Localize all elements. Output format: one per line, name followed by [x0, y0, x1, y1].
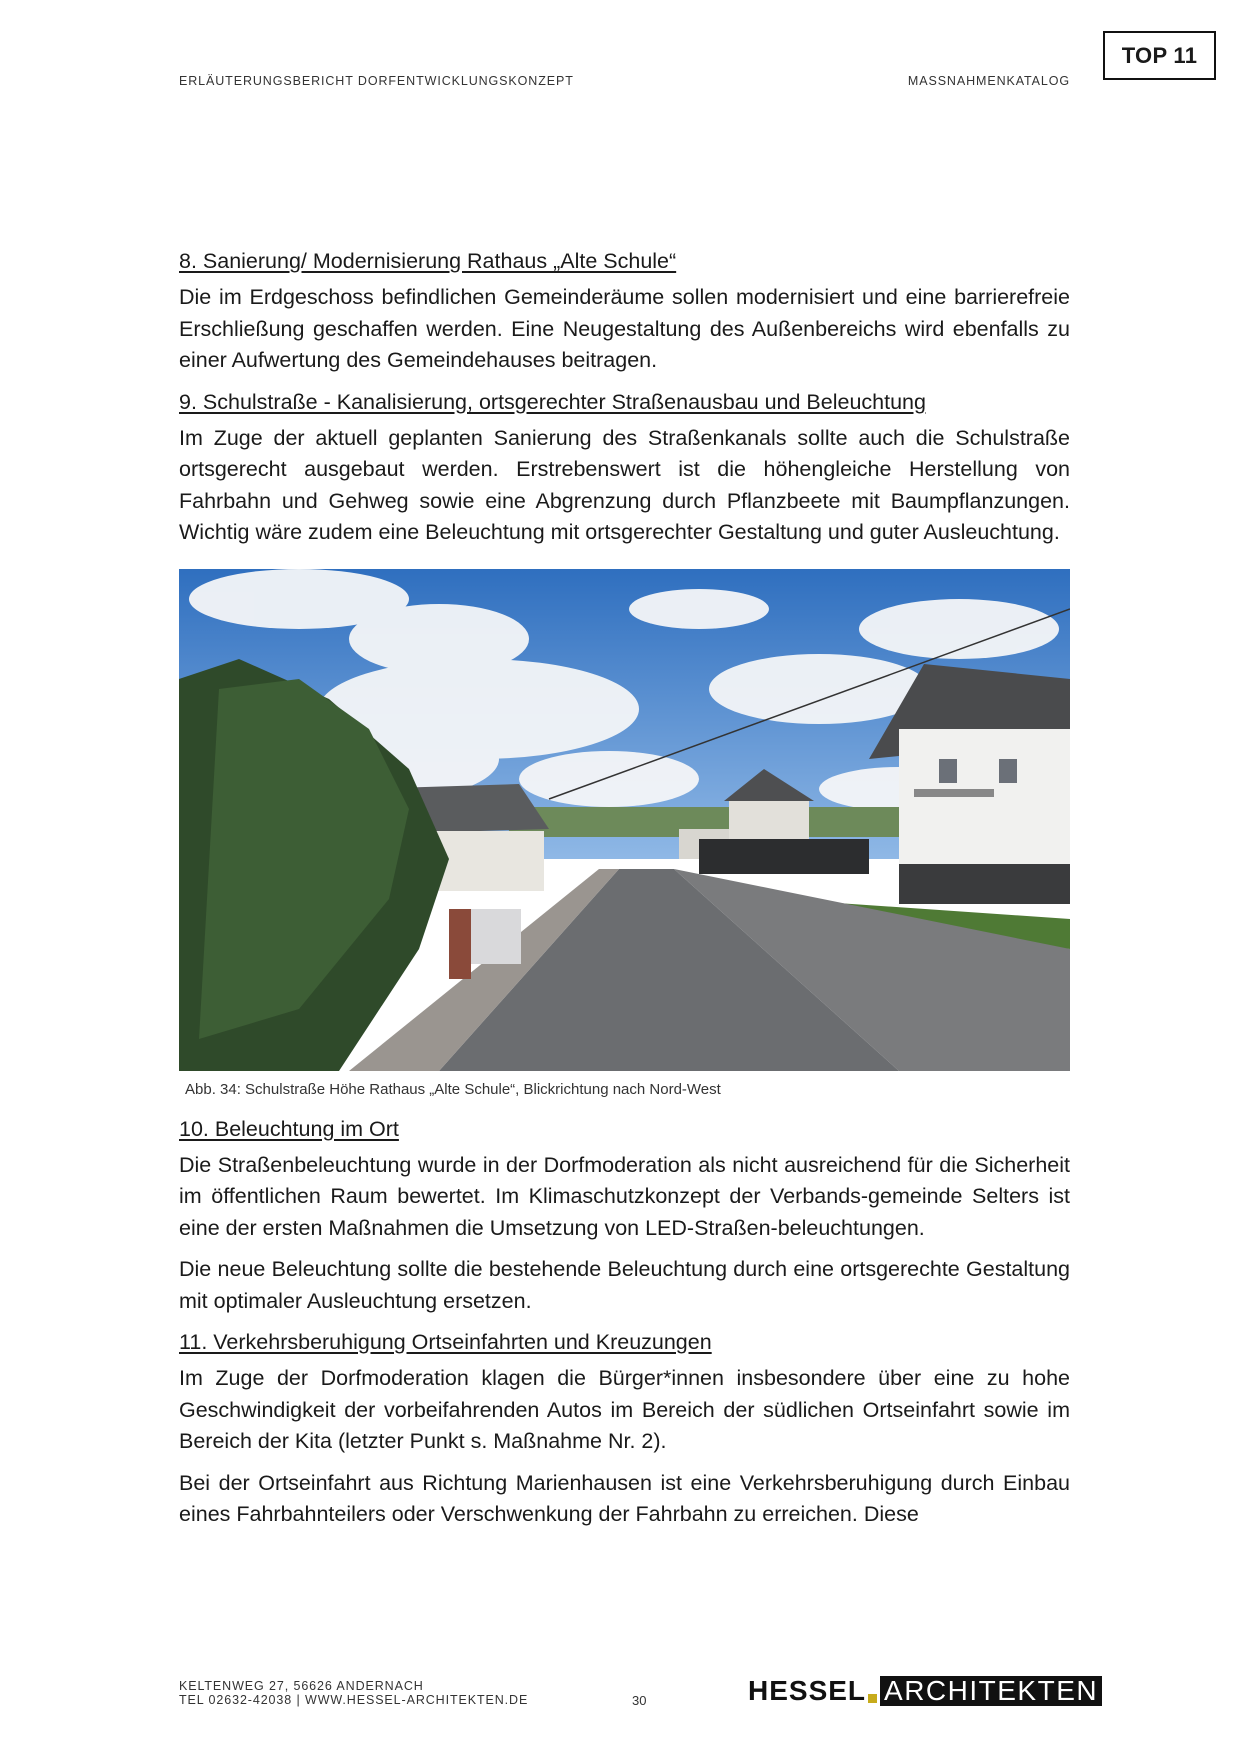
footer-address: [179, 1679, 528, 1707]
gate-pillar: [449, 909, 471, 979]
paragraph-section-8: Die im Erdgeschoss befindlichen Gemeinderäume sollen modernisiert und eine barrierefreie Erschließung geschaffen werden. Eine Neugestaltung des Außenbereichs wird ebenfalls zu einer Aufwertung des Gemeindehauses beitragen.: [179, 285, 1070, 372]
heading-section-8: 8. Sanierung/ Modernisierung Rathaus „Alte Schule“: [179, 249, 677, 273]
footer-address-line-1: KELTENWEG 27, 56626 ANDERNACH: [179, 1679, 424, 1693]
section-header: MASSNAHMENKATALOG: [907, 74, 1070, 88]
paragraph-section-10-2: Die neue Beleuchtung sollte die bestehende Beleuchtung durch eine ortsgerechte Gestaltung mit optimaler Ausleuchtung ersetzen.: [179, 1257, 1070, 1313]
paragraph-section-9: Im Zuge der aktuell geplanten Sanierung des Straßenkanals sollte auch die Schulstraße ortsgerecht ausgebaut werden. Erstrebenswert ist die höhengleiche Herstellung von Fahrbahn und Gehweg sowie eine Abgrenzung durch Pflanzbeete mit Baumpflanzungen. Wichtig wäre zudem eine Beleuchtung mit ortsgerechter Gestaltung und guter Ausleuchtung.: [179, 425, 1070, 544]
white-fence: [471, 909, 521, 964]
heading-section-11: 11. Verkehrsberuhigung Ortseinfahrten und Kreuzungen: [179, 1330, 712, 1354]
paragraph-section-11-2: Bei der Ortseinfahrt aus Richtung Marienhausen ist eine Verkehrsberuhigung durch Einbau eines Fahrbahnteilers oder Verschwenkung der Fahrbahn zu erreichen. Diese: [179, 1470, 1070, 1526]
paragraph-section-11-1: Im Zuge der Dorfmoderation klagen die Bürger*innen insbesondere über eine zu hohe Geschwindigkeit der vorbeifahrenden Autos im Bereich der südlichen Ortseinfahrt sowie im Bereich der Kita (letzter Punkt s. Maßnahme Nr. 2).: [179, 1366, 1070, 1453]
logo-text-hessel: HESSEL: [748, 1675, 867, 1706]
logo-text-architekten: ARCHITEKTEN: [880, 1676, 1102, 1706]
company-logo: [748, 1676, 1102, 1706]
logo-dot-icon: [868, 1694, 877, 1703]
street-photo: [179, 569, 1070, 1071]
document-title-header: ERLÄUTERUNGSBERICHT DORFENTWICKLUNGSKONZEPT: [179, 74, 574, 88]
main-content: [179, 246, 1070, 1541]
footer-address-line-2: TEL 02632-42038 | WWW.HESSEL-ARCHITEKTEN.DE: [179, 1693, 529, 1707]
figure-caption: Abb. 34: Schulstraße Höhe Rathaus „Alte Schule“, Blickrichtung nach Nord-West: [185, 1080, 721, 1098]
page-number: 30: [632, 1693, 647, 1708]
top-badge: TOP 11: [1103, 31, 1216, 80]
paragraph-section-10-1: Die Straßenbeleuchtung wurde in der Dorfmoderation als nicht ausreichend für die Sicherheit im öffentlichen Raum bewertet. Im Klimaschutzkonzept der Verbands-gemeinde Selters ist eine der ersten Maßnahmen die Umsetzung von LED-Straßen-beleuchtungen.: [179, 1152, 1070, 1240]
heading-section-10: 10. Beleuchtung im Ort: [179, 1116, 399, 1141]
heading-section-9: 9. Schulstraße - Kanalisierung, ortsgerechter Straßenausbau und Beleuchtung: [179, 389, 926, 414]
